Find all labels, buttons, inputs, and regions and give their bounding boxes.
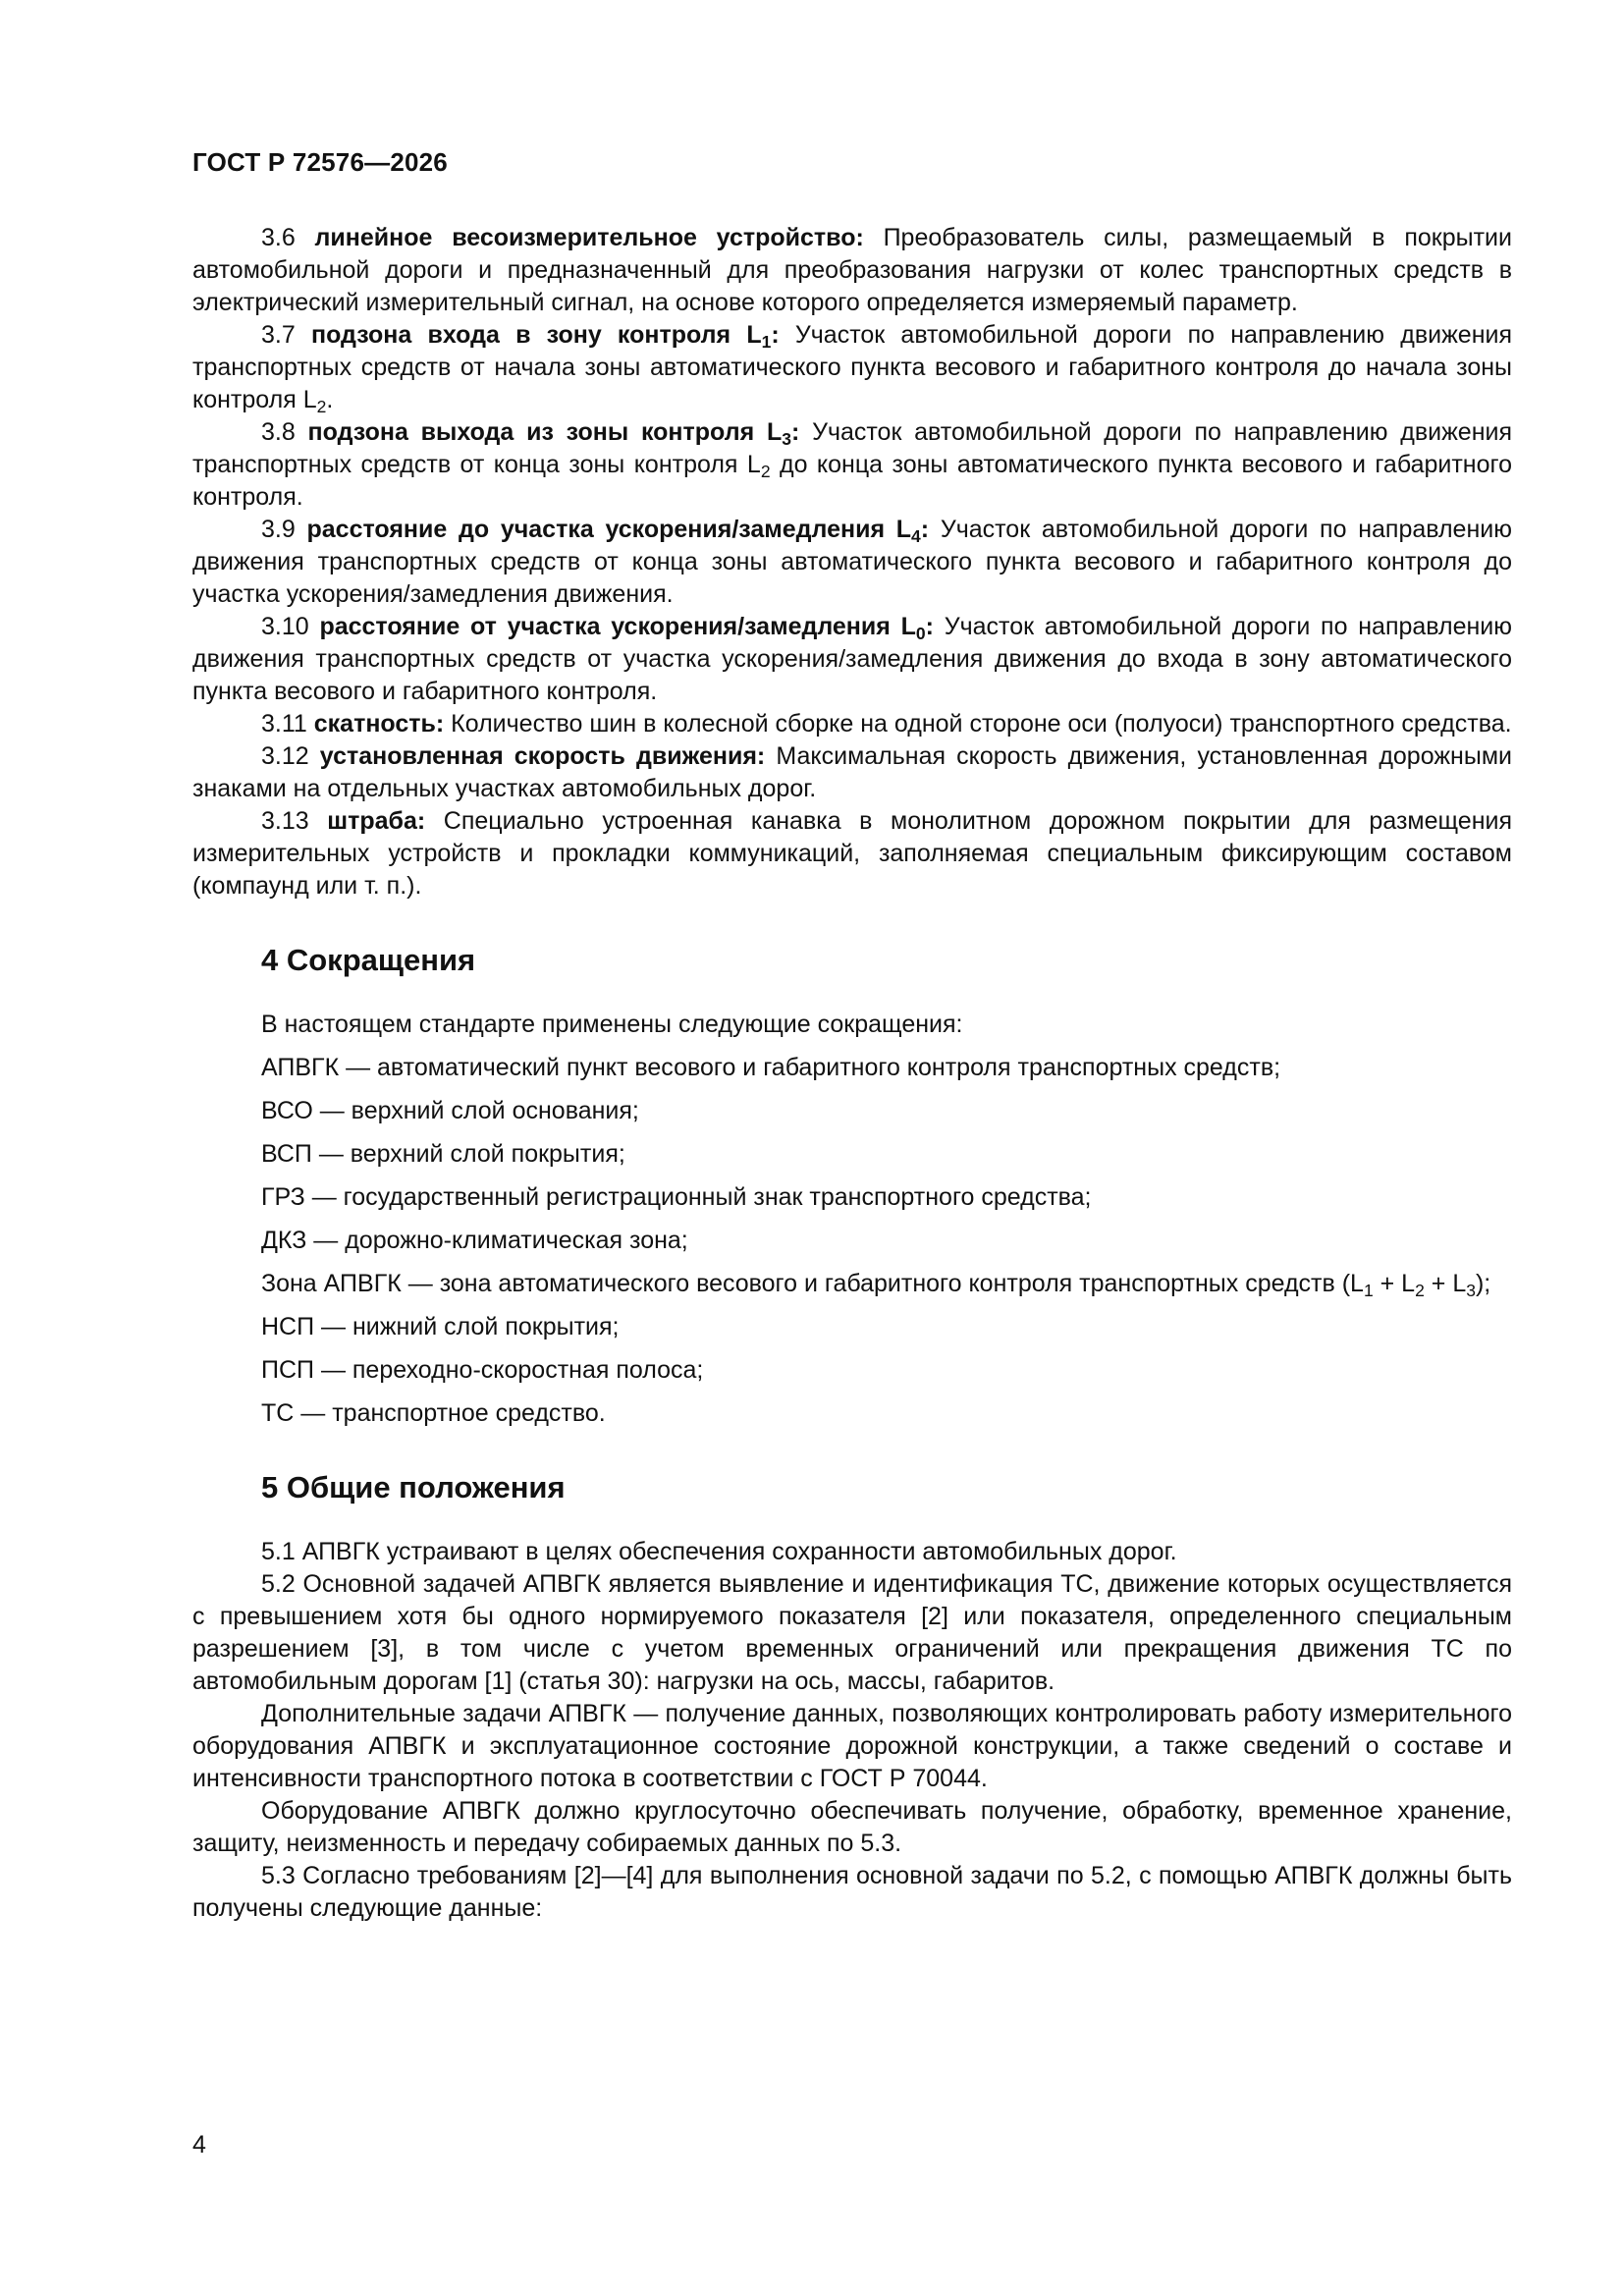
abbreviation-item: ВСО — верхний слой основания;: [261, 1097, 639, 1124]
abbreviation-item: НСП — нижний слой покрытия;: [261, 1313, 620, 1340]
term: установленная скорость движения:: [319, 742, 766, 770]
term: скатность:: [313, 710, 445, 738]
section-5-heading: 5 Общие положения: [261, 1470, 566, 1504]
abbreviation-item: ГРЗ — государственный регистрационный знак транспортного средства;: [261, 1183, 1092, 1211]
definition-3-11: 3.11 скатность: Количество шин в колесной сборке на одной стороне оси (полуоси) транспортного средства.: [261, 710, 1512, 738]
paragraph-5-1: 5.1 АПВГК устраивают в целях обеспечения сохранности автомобильных дорог.: [261, 1538, 1177, 1565]
term: расстояние от участка ускорения/замедления $L_0$:: [319, 613, 934, 643]
abbreviation-item-zone: Зона АПВГК — зона автоматического весового и габаритного контроля транспортных средств $(L_1 + L_2 + L_3)$;: [261, 1270, 1491, 1300]
paragraph-equipment: Оборудование АПВГК должно круглосуточно обеспечивать получение, обработку, временное хранение, защиту, неизменность и передачу собираемых данных по 5.3.: [192, 1797, 1512, 1857]
paragraph-5-3: 5.3 Согласно требованиям [2]—[4] для выполнения основной задачи по 5.2, с помощью АПВГК должны быть получены следующие данные:: [192, 1862, 1512, 1922]
abbreviation-item: ПСП — переходно-скоростная полоса;: [261, 1356, 704, 1384]
term: расстояние до участка ускорения/замедления $L_4$:: [306, 516, 930, 546]
term: линейное весоизмерительное устройство:: [314, 224, 864, 251]
definition-3-13: 3.13 штраба: Специально устроенная канавка в монолитном дорожном покрытии для размещения измерительных устройств и прокладки коммуникаций, заполняемая специальным фиксирующим составом (компаунд или т. п.).: [192, 807, 1513, 900]
term: подзона входа в зону контроля $L_1$:: [310, 321, 780, 352]
abbreviation-item: ТС — транспортное средство.: [261, 1399, 606, 1427]
paragraph-5-2: 5.2 Основной задачей АПВГК является выявление и идентификация ТС, движение которых осуществляется с превышением хотя бы одного нормируемого показателя [2] или показателя, определенного специальным разрешением [3], в том числе с учетом временных ограничений или прекращения движения ТС по автомобильным дорогам [1] (статья 30): нагрузки на ось, массы, габаритов.: [192, 1570, 1512, 1695]
paragraph-additional-tasks: Дополнительные задачи АПВГК — получение данных, позволяющих контролировать работу измерительного оборудования АПВГК и эксплуатационное состояние дорожной конструкции, а также сведений о составе и интенсивности транспортного потока в соответствии с ГОСТ Р 70044.: [192, 1700, 1512, 1792]
abbreviation-item: ВСП — верхний слой покрытия;: [261, 1140, 625, 1168]
definition-3-7: 3.7 подзона входа в зону контроля $L_1$: Участок автомобильной дороги по направлению движения транспортных средств от начала зоны автоматического пункта весового и габаритного контроля до начала зоны контроля $L_2$.: [192, 321, 1513, 416]
abbreviations-list: [192, 1009, 1512, 1430]
abbreviations-intro: В настоящем стандарте применены следующие сокращения:: [261, 1011, 963, 1038]
definition-3-10: 3.10 расстояние от участка ускорения/замедления $L_0$: Участок автомобильной дороги по направлению движения транспортных средств от участка ускорения/замедления движения до входа в зону автоматического пункта весового и габаритного контроля.: [192, 613, 1513, 705]
definition-3-8: 3.8 подзона выхода из зоны контроля $L_3$: Участок автомобильной дороги по направлению движения транспортных средств от конца зоны контроля $L_2$ до конца зоны автоматического пункта весового и габаритного контроля.: [192, 418, 1512, 511]
section-4-heading: 4 Сокращения: [261, 943, 476, 977]
abbreviation-item: АПВГК — автоматический пункт весового и габаритного контроля транспортных средств;: [261, 1054, 1281, 1081]
definition-3-6: 3.6 линейное весоизмерительное устройство: Преобразователь силы, размещаемый в покрытии автомобильной дороги и предназначенный для преобразования нагрузки от колес транспортных средств в электрический измерительный сигнал, на основе которого определяется измеряемый параметр.: [192, 224, 1512, 316]
abbreviation-item: ДКЗ — дорожно-климатическая зона;: [261, 1227, 688, 1254]
page-number: 4: [192, 2131, 206, 2159]
term: подзона выхода из зоны контроля $L_3$:: [307, 418, 800, 449]
term: штраба:: [327, 807, 426, 835]
document-code: ГОСТ Р 72576—2026: [192, 147, 448, 177]
definition-3-9: 3.9 расстояние до участка ускорения/замедления $L_4$: Участок автомобильной дороги по направлению движения транспортных средств от конца зоны автоматического пункта весового и габаритного контроля до участка ускорения/замедления движения.: [192, 516, 1512, 608]
definition-3-12: 3.12 установленная скорость движения: Максимальная скорость движения, установленная дорожными знаками на отдельных участках автомобильных дорог.: [192, 742, 1512, 802]
page-content: [192, 222, 1512, 1925]
